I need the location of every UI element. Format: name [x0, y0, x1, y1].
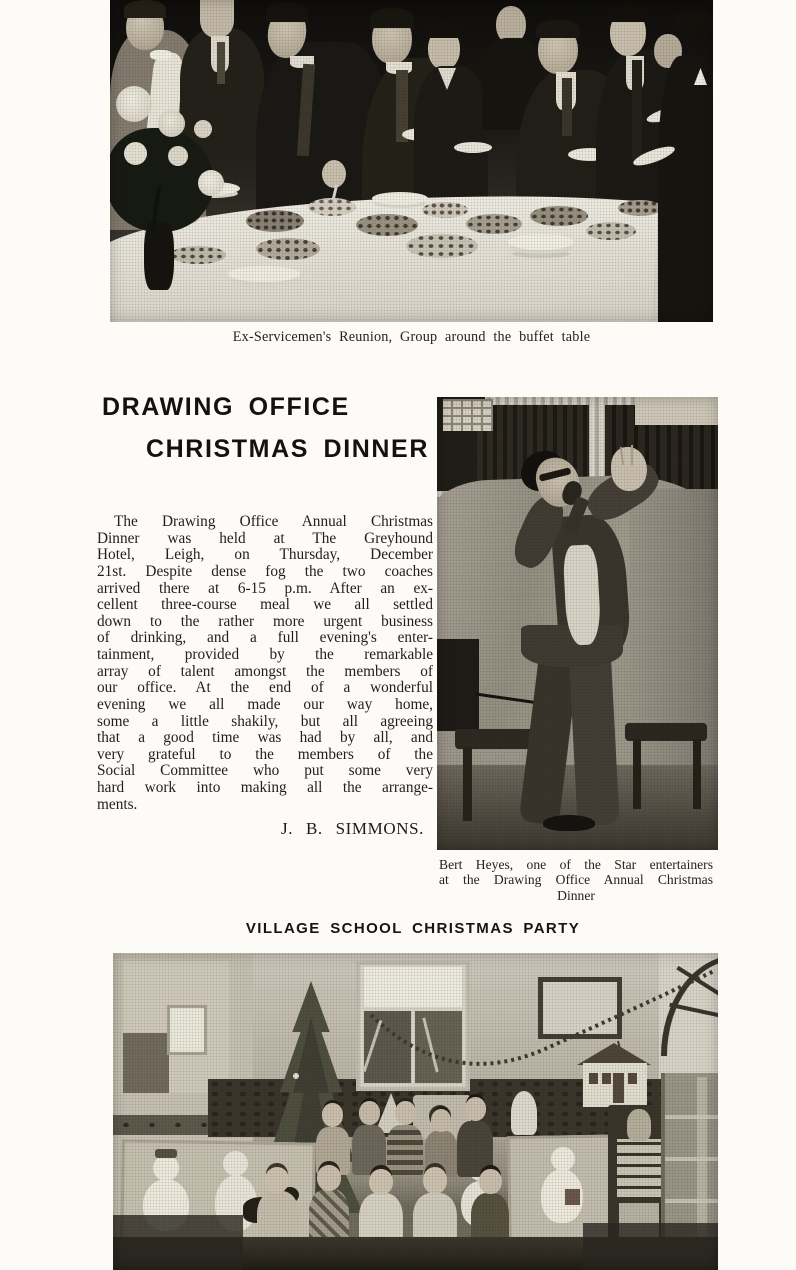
child-head — [431, 1109, 451, 1132]
article-body-line: tainment, provided by the remarkable — [97, 646, 433, 663]
child-head — [465, 1097, 486, 1121]
speaker-box — [437, 639, 479, 731]
child-body — [352, 1125, 386, 1175]
man-hair — [536, 20, 580, 38]
child-head — [479, 1169, 502, 1194]
stool-leg — [633, 739, 641, 809]
hand-finger-line — [631, 445, 633, 465]
floor-shadow-right — [583, 1223, 718, 1270]
abacus-panel — [617, 1139, 661, 1197]
man-suit — [658, 56, 713, 322]
plate-stack — [372, 192, 428, 205]
plate — [454, 142, 492, 153]
snowman-parcel — [565, 1189, 580, 1205]
food-dish — [422, 202, 468, 218]
flower-vase — [144, 222, 174, 290]
snowman-head — [153, 1155, 179, 1181]
child-head — [322, 1103, 343, 1127]
child-head — [395, 1101, 416, 1125]
entertainer-caption-line: Dinner — [557, 887, 595, 903]
floor-shadow-left — [113, 1215, 243, 1270]
child-head — [359, 1101, 380, 1125]
article-body-line: cellent three-course meal we all settled — [97, 596, 433, 614]
child-body-striped — [387, 1125, 423, 1177]
school-party-photo — [113, 953, 718, 1270]
house-window — [628, 1073, 637, 1084]
toy-lamp — [511, 1091, 537, 1135]
article-body-line: our office. At the end of a wonderful — [97, 679, 433, 697]
man-face — [200, 0, 234, 38]
plate-stack — [508, 234, 574, 250]
article-body-line: evening we all made our way home, — [97, 695, 433, 713]
plate-stack — [228, 266, 300, 282]
flower-bloom — [124, 142, 147, 165]
article-body-line: array of talent amongst the members of — [97, 662, 433, 680]
snowman-hat — [155, 1149, 177, 1158]
child-head — [317, 1165, 341, 1191]
necktie — [562, 78, 572, 136]
lattice-sign — [443, 399, 493, 431]
entertainer-photo-caption — [439, 857, 713, 903]
article-body-line: of drinking, and a full evening's enter- — [97, 629, 433, 647]
child-head — [265, 1167, 289, 1193]
tree-bauble — [293, 1073, 299, 1079]
bow-tie — [150, 50, 172, 60]
article-body — [97, 514, 433, 813]
singer-hand — [611, 447, 647, 491]
article-body-line: hard work into making all the arrange- — [97, 779, 433, 796]
article-body-line: Hotel, Leigh, on Thursday, December — [97, 546, 433, 564]
article-body-line: some a little shakily, but all agreeing — [97, 712, 433, 730]
man-hair — [426, 22, 460, 38]
lapel-carnation — [198, 170, 224, 196]
man-hair — [370, 8, 414, 28]
article-body-line: The Drawing Office Annual Christmas — [114, 513, 433, 530]
food-dish — [246, 210, 304, 232]
buffet-reunion-photo — [110, 0, 713, 322]
hand-with-fork — [322, 160, 346, 188]
flower-bloom — [168, 146, 188, 166]
man-hair — [608, 4, 648, 22]
village-party-heading: VILLAGE SCHOOL CHRISTMAS PARTY — [245, 920, 581, 937]
food-dish — [466, 214, 522, 234]
doll — [627, 1109, 651, 1141]
food-dish — [530, 206, 588, 226]
article-body-line: ments. — [97, 795, 138, 813]
cabinet-shelf — [665, 1157, 718, 1161]
flower-bloom — [116, 86, 152, 122]
entertainer-photo — [437, 397, 718, 850]
buffet-photo-caption: Ex-Servicemen's Reunion, Group around the buffet table — [232, 329, 591, 345]
child-head — [369, 1169, 393, 1195]
flower-bloom — [158, 110, 185, 137]
article-body-line: down to the rather more urgent business — [97, 612, 433, 630]
flower-bloom — [194, 120, 212, 138]
man-hair — [266, 2, 308, 22]
food-dish — [618, 200, 662, 216]
entertainer-caption-line: at the Drawing Office Annual Christmas — [439, 872, 713, 888]
food-dish — [356, 214, 418, 236]
pelmet-box — [635, 397, 718, 425]
article-body-line: 21st. Despite dense fog the two coaches — [97, 562, 433, 580]
article-body-line: Social Committee who put some very — [97, 762, 433, 780]
article-body-line: Dinner was held at The Greyhound — [97, 529, 433, 547]
child-head — [423, 1167, 447, 1194]
food-dish — [170, 246, 226, 264]
necktie — [217, 42, 225, 84]
man-hair — [124, 0, 166, 18]
food-dish — [406, 234, 478, 258]
entertainer-caption-line: Bert Heyes, one of the Star entertainers — [439, 857, 713, 872]
article-body-line: arrived there at 6-15 p.m. After an ex- — [97, 579, 433, 597]
house-window — [589, 1073, 598, 1084]
article-title-line-1: DRAWING OFFICE — [102, 393, 350, 421]
stool-leg — [463, 747, 472, 821]
article-title-line-2: CHRISTMAS DINNER — [146, 435, 429, 463]
cabinet-shelf — [665, 1199, 718, 1203]
article-body-line: very grateful to the members of the — [97, 745, 433, 763]
cabinet-shelf — [665, 1115, 718, 1119]
necktie — [632, 60, 642, 160]
house-window — [602, 1073, 611, 1084]
singer-shoe — [543, 815, 595, 831]
house-door — [613, 1073, 624, 1103]
article-body-line: that a good time was had by all, and — [97, 729, 433, 747]
snowman-head — [551, 1147, 575, 1171]
snowman-head — [223, 1151, 248, 1176]
stool-leg — [693, 739, 701, 809]
food-dish — [308, 198, 356, 216]
food-dish — [256, 238, 320, 260]
food-dish — [586, 222, 636, 240]
article-signature: J. B. SIMMONS. — [281, 819, 424, 838]
man-hair — [674, 10, 713, 28]
